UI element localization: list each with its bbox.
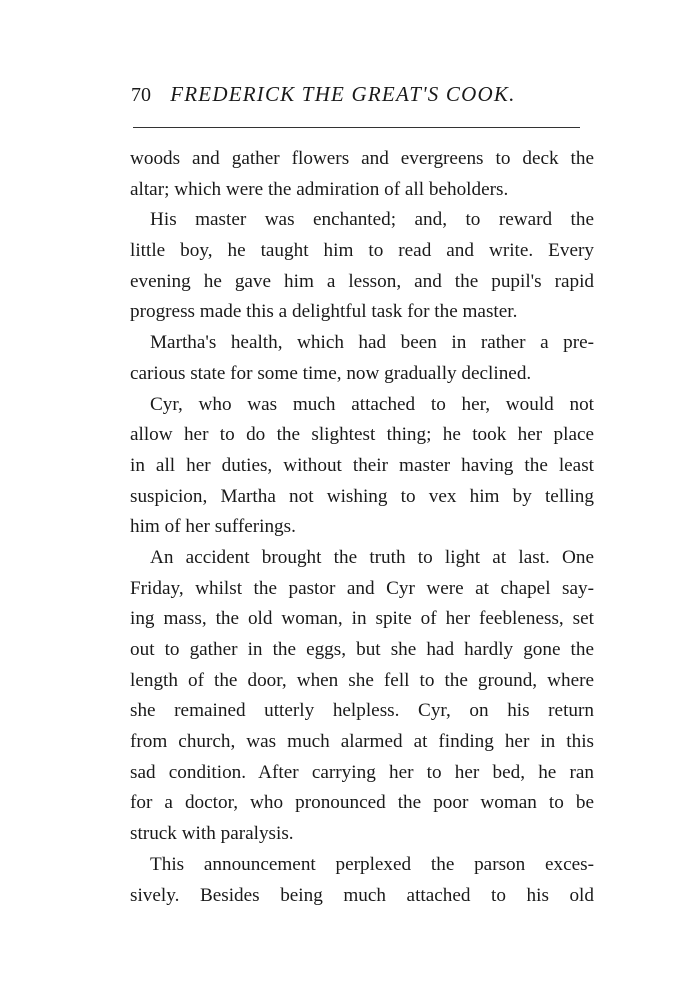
body-text [130,144,594,911]
text-line: length of the door, when she fell to the ground, where [130,669,594,691]
text-line: allow her to do the slightest thing; he took her place [130,424,594,446]
text-line: she remained utterly helpless. Cyr, on his return [130,700,594,722]
page-number: 70 [131,84,151,106]
text-line: progress made this a delightful task for the master. [130,301,518,323]
text-line: suspicion, Martha not wishing to vex him by telling [130,485,594,507]
text-line: An accident brought the truth to light at last. One [150,546,594,568]
text-line: him of her sufferings. [130,516,296,538]
text-line: struck with paralysis. [130,823,294,845]
running-title: FREDERICK THE GREAT'S COOK. [170,82,516,106]
text-line: woods and gather flowers and evergreens to deck the [130,148,594,169]
text-line: evening he gave him a lesson, and the pupil's rapid [130,270,594,292]
header-rule [133,127,580,128]
text-line: altar; which were the admiration of all beholders. [130,178,509,200]
text-line: Cyr, who was much attached to her, would not [150,393,594,415]
text-line: This announcement perplexed the parson exces- [150,853,594,875]
text-line: sively. Besides being much attached to his old [130,884,594,906]
text-line: Martha's health, which had been in rather a pre- [150,332,594,354]
running-header [131,82,571,107]
text-line: His master was enchanted; and, to reward the [150,209,594,231]
text-line: from church, was much alarmed at finding her in this [130,731,594,753]
text-line: out to gather in the eggs, but she had hardly gone the [130,639,594,660]
text-line: sad condition. After carrying her to her bed, he ran [130,761,594,783]
text-line: little boy, he taught him to read and write. Every [130,240,594,262]
text-line: Friday, whilst the pastor and Cyr were at chapel say- [130,577,594,599]
text-line: for a doctor, who pronounced the poor woman to be [130,792,594,814]
text-line: carious state for some time, now gradually declined. [130,362,532,384]
text-line: ing mass, the old woman, in spite of her feebleness, set [130,608,594,630]
text-line: in all her duties, without their master having the least [130,454,594,476]
